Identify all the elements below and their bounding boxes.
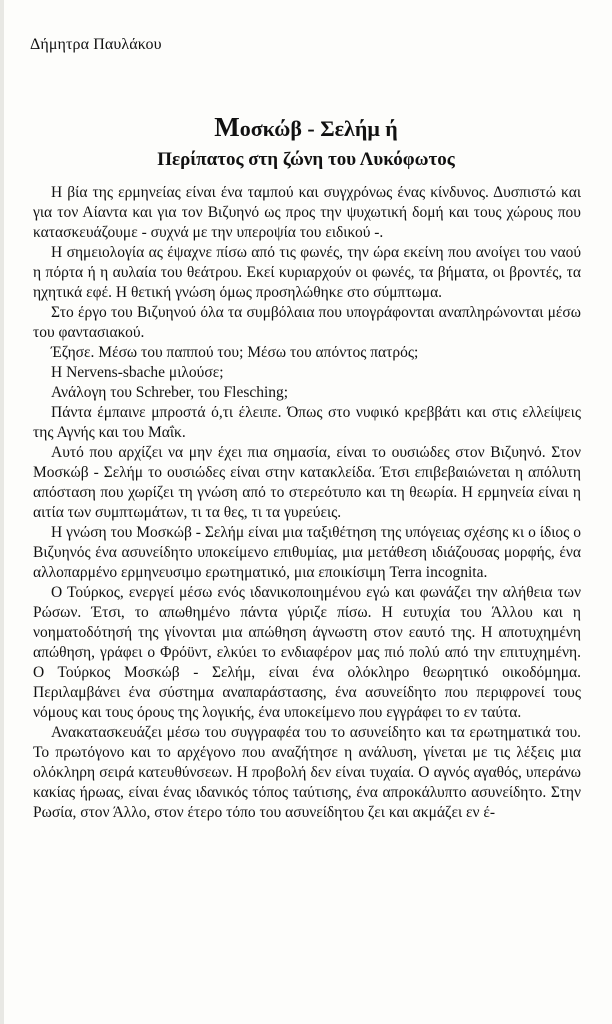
title-initial: Μ — [214, 112, 240, 142]
paragraph: Έζησε. Μέσω του παππού του; Μέσω του απόντος πατρός; — [51, 344, 419, 361]
title-rest: οσκώβ - Σελήμ ή — [239, 116, 398, 141]
article-subtitle: Περίπατος στη ζώνη του Λυκόφωτος — [157, 149, 455, 170]
paragraph: Αυτό που αρχίζει να μην έχει πια σημασία, είναι το ουσιώδες στον Βιζυηνό. Στον Μοσκώβ - Σελήμ το ουσιώδες είναι στην κατακλείδα. Έτσι επιβεβαιώνεται η απόλυτη απόσταση που χωρίζει τη γνώση από το στερεότυπο και τη θεωρία. Η ερμηνεία είναι η αιτία των συμπτωμάτων, τι τα θες, τι τα γυρεύεις. — [33, 444, 581, 521]
article-title — [0, 114, 612, 142]
paragraph: Ανάλογη του Schreber, του Flesching; — [51, 384, 289, 401]
paragraph: Η βία της ερμηνείας είναι ένα ταμπού και συγχρόνως ένας κίνδυνος. Δυσπιστώ και για τον Αίαντα και για τον Βιζυηνό ως προς την ψυχωτική δομή και τους χώρους που κατασκευάζουμε - συχνά με την υπεροψία του ειδικού -. — [33, 184, 581, 241]
paragraph: Ανακατασκευάζει μέσω του συγγραφέα του το ασυνείδητο και τα ερωτηματικά του. Το πρωτόγονο και το αρχέγονο που αναζήτησε η ανάλυση, γίνεται με τις λέξεις μια ολόκληρη σειρά κατευθύνσεων. Η προβολή δεν είναι τυχαία. Ο αγνός αγαθός, υπεράνω κακίας ήρωας, είναι ένας ιδανικός τόπος ταύτισης, ένα απροκάλυπτο ασυνείδητο. Στην Ρωσία, στον Άλλο, στον έτερο τόπο του ασυνείδητου ζει και ακμάζει εν έ- — [33, 724, 581, 821]
paragraph: Η σημειολογία ας έψαχνε πίσω από τις φωνές, την ώρα εκείνη που ανοίγει του ναού η πόρτα ή η αυλαία του θεάτρου. Εκεί κυριαρχούν οι φωνές, τα βήματα, οι βροντές, τα ηχητικά εφέ. Η θετική γνώση όμως προσηλώθηκε στο σύμπτωμα. — [33, 244, 581, 301]
paragraph: Στο έργο του Βιζυηνού όλα τα συμβόλαια που υπογράφονται αναπληρώνονται μέσω του φαντασιακού. — [33, 304, 581, 341]
paragraph: Η Nervens-sbache μιλούσε; — [51, 364, 224, 381]
paragraph: Πάντα έμπαινε μπροστά ό,τι έλειπε. Όπως στο νυφικό κρεββάτι και στις ελλείψεις της Αγνής και του Μαΐκ. — [33, 404, 581, 441]
paragraph: Ο Τούρκος, ενεργεί μέσω ενός ιδανικοποιημένου εγώ και φωνάζει την αλήθεια των Ρώσων. Έτσι, το απωθημένο πάντα γύριζε πίσω. Η ευτυχία του Άλλου και η νοηματοδότησή της γίνονται μια απώθηση άγνωστη στον εαυτό της. Η αποτυχημένη απώθηση, γράφει ο Φρόϋντ, ελκύει το ενδιαφέρον μας πιό πολύ από την επιτυχημένη. Ο Τούρκος Μοσκώβ - Σελήμ, είναι ένα ολόκληρο θεωρητικό οικοδόμημα. Περιλαμβάνει ένα σύστημα αναπαράστασης, ένα ασυνείδητο που περιφρονεί τους νόμους και τους όρους της λογικής, ένα υποκείμενο που εγγράφει το εν ταύτα. — [33, 584, 581, 721]
article-body — [33, 183, 581, 823]
running-header-author: Δήμητρα Παυλάκου — [30, 36, 162, 53]
paragraph: Η γνώση του Μοσκώβ - Σελήμ είναι μια ταξιθέτηση της υπόγειας σχέσης κι ο ίδιος ο Βιζυηνός ένα ασυνείδητο υποκείμενο επιθυμίας, μια μετάθεση ιδιάζουσας μορφής, ένα αλλοπαρμένο ερμηνευσιμο ερωτηματικό, μια εποικίσιμη Terra incognita. — [33, 524, 581, 581]
